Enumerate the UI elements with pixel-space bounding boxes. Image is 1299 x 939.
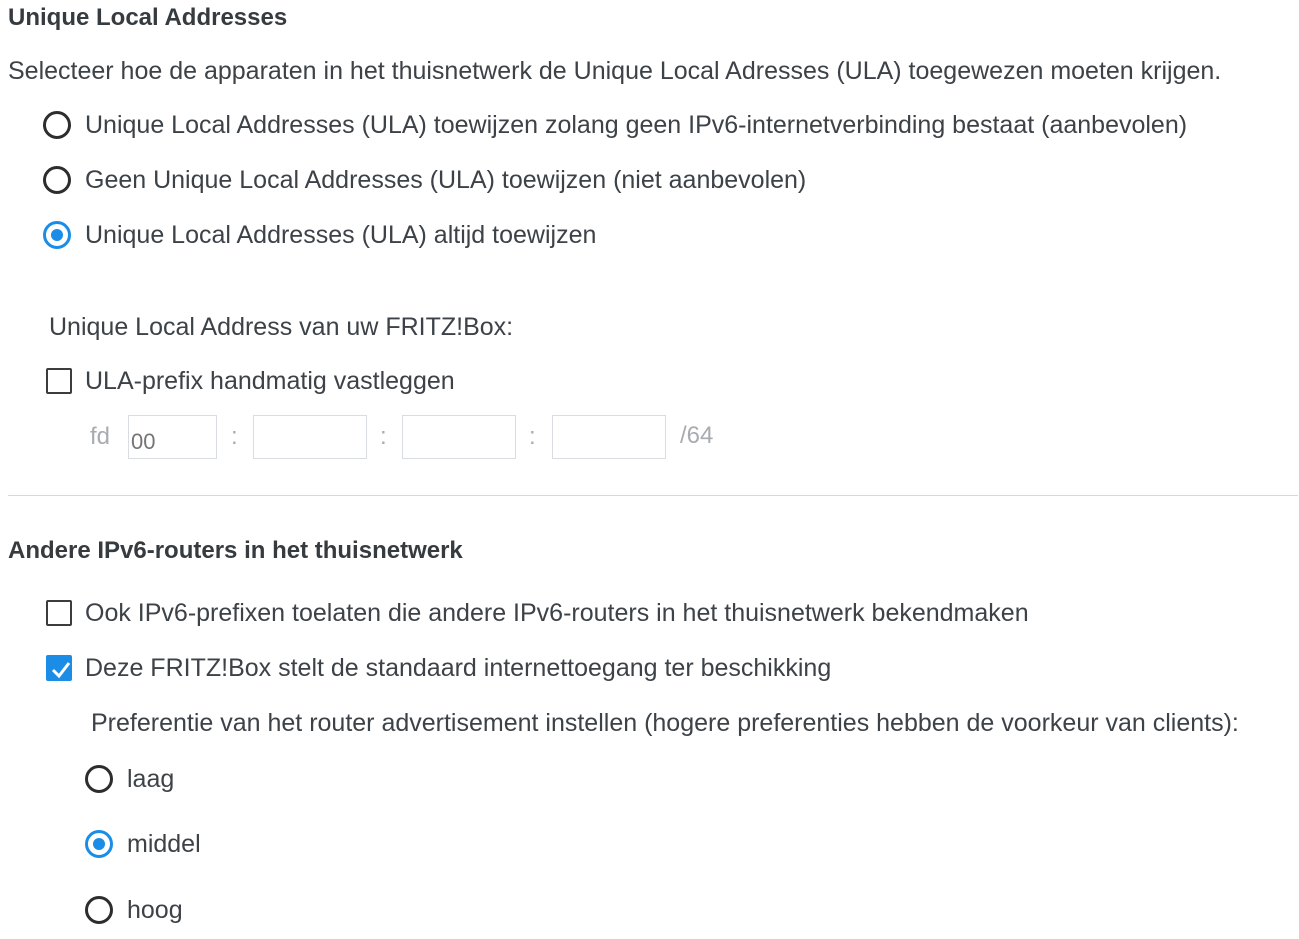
- prefix-field-2[interactable]: [253, 415, 367, 459]
- checkbox-default-access[interactable]: [46, 655, 72, 681]
- prefix-lead: fd: [90, 423, 111, 450]
- checkbox-allow-prefixes[interactable]: [46, 600, 72, 626]
- prefix-separator-2: :: [380, 423, 387, 450]
- checkbox-manual-prefix[interactable]: [46, 368, 72, 394]
- checkbox-allow-prefixes-label[interactable]: Ook IPv6-prefixen toelaten die andere IPv6-routers in het thuisnetwerk bekendmaken: [85, 599, 1029, 627]
- prefix-field-3[interactable]: [402, 415, 516, 459]
- radio-pref-medium[interactable]: [85, 830, 113, 858]
- prefix-separator-1: :: [231, 423, 238, 450]
- prefix-separator-3: :: [529, 423, 536, 450]
- radio-pref-low[interactable]: [85, 765, 113, 793]
- radio-ula-never-label[interactable]: Geen Unique Local Addresses (ULA) toewijzen (niet aanbevolen): [85, 166, 807, 194]
- preference-label: Preferentie van het router advertisement instellen (hogere preferenties hebben de voorkeur van clients):: [91, 709, 1239, 737]
- radio-ula-never[interactable]: [43, 166, 71, 194]
- ula-address-label: Unique Local Address van uw FRITZ!Box:: [49, 313, 514, 341]
- radio-pref-high-label[interactable]: hoog: [127, 896, 183, 924]
- prefix-suffix: /64: [680, 422, 714, 449]
- prefix-field-4[interactable]: [552, 415, 666, 459]
- section-divider: [8, 495, 1298, 496]
- checkmark-icon: [50, 659, 72, 681]
- radio-ula-when-no-ipv6[interactable]: [43, 111, 71, 139]
- radio-ula-always-label[interactable]: Unique Local Addresses (ULA) altijd toewijzen: [85, 221, 597, 249]
- radio-ula-always[interactable]: [43, 221, 71, 249]
- routers-section-title: Andere IPv6-routers in het thuisnetwerk: [8, 537, 463, 564]
- radio-ula-when-no-ipv6-label[interactable]: Unique Local Addresses (ULA) toewijzen zolang geen IPv6-internetverbinding bestaat (aanbevolen): [85, 111, 1188, 139]
- prefix-field-1[interactable]: [128, 415, 217, 459]
- ula-description: Selecteer hoe de apparaten in het thuisnetwerk de Unique Local Adresses (ULA) toegewezen moeten krijgen.: [8, 57, 1222, 85]
- checkbox-default-access-label[interactable]: Deze FRITZ!Box stelt de standaard internettoegang ter beschikking: [85, 654, 832, 682]
- checkbox-manual-prefix-label[interactable]: ULA-prefix handmatig vastleggen: [85, 367, 455, 395]
- radio-pref-medium-label[interactable]: middel: [127, 830, 201, 858]
- radio-pref-high[interactable]: [85, 896, 113, 924]
- radio-pref-low-label[interactable]: laag: [127, 765, 175, 793]
- ula-section-title: Unique Local Addresses: [8, 4, 288, 31]
